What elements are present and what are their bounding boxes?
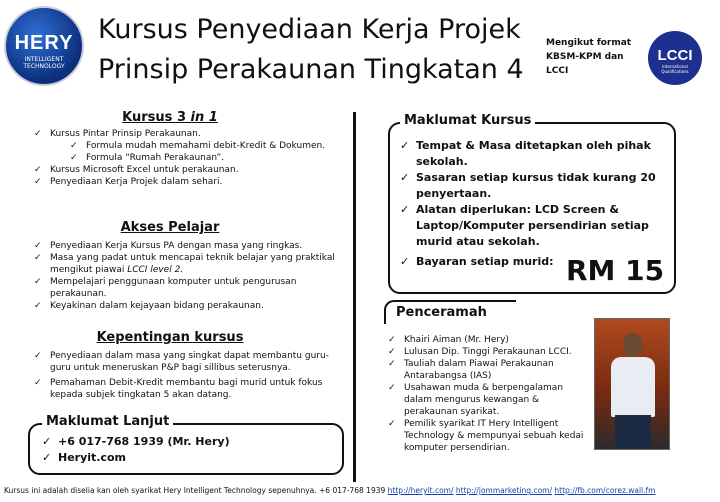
list-item: ✓ Tempat & Masa ditetapkan oleh pihak sekolah. (394, 138, 664, 170)
list-item: ✓ Keyakinan dalam kejayaan bidang perakaunan. (30, 300, 342, 312)
list-item: ✓ Kursus Pintar Prinsip Perakaunan. (30, 128, 330, 140)
page-title-line2: Prinsip Perakaunan Tingkatan 4 (98, 54, 524, 85)
list-item: ✓ Penyediaan Kerja Projek dalam sehari. (30, 176, 330, 188)
penceramah-title: Penceramah (392, 305, 491, 320)
maklumat-lanjut-list (36, 434, 336, 466)
footer-link-jommarketing[interactable]: http://jommarketing.com/ (455, 486, 552, 495)
hery-logo-tagline: INTELLIGENT TECHNOLOGY (23, 56, 65, 70)
list-item-italic: LCCI level 2. (127, 265, 184, 275)
footer-text: Kursus ini adalah diselia kan oleh syarikat Hery Intelligent Technology sepenuhnya. +6 017-768 1939 (4, 486, 388, 495)
list-item: ✓ Pemilik syarikat IT Hery Intelligent Technology & mempunyai sebuah kedai komputer persendirian. (384, 418, 590, 454)
kepentingan-list (30, 350, 342, 401)
list-item: ✓ Khairi Aiman (Mr. Hery) (384, 334, 590, 346)
lcci-logo-name: LCCI (657, 47, 693, 64)
penceramah-list (384, 334, 590, 454)
list-item: ✓ Alatan diperlukan: LCD Screen & Laptop/Komputer persendirian setiap murid atau sekolah. (394, 202, 664, 250)
kursus3-title-italic: in 1 (190, 110, 218, 125)
list-item: ✓ Mempelajari penggunaan komputer untuk pengurusan perakaunan. (30, 276, 342, 300)
list-item: ✓ Bayaran setiap murid: (394, 254, 664, 270)
lcci-logo-tagline: International Qualifications (661, 64, 689, 74)
footer-link-heryit[interactable]: http://heryit.com/ (387, 486, 454, 495)
list-item: ✓ Lulusan Dip. Tinggi Perakaunan LCCI. (384, 346, 590, 358)
speaker-photo-legs (615, 415, 651, 450)
price-value: RM 15 (566, 254, 665, 287)
maklumat-lanjut-title: Maklumat Lanjut (42, 414, 173, 429)
list-item: ✓ Sasaran setiap kursus tidak kurang 20 penyertaan. (394, 170, 664, 202)
hery-logo-name: HERY (14, 32, 74, 54)
kursus3-title-prefix: Kursus 3 (122, 110, 191, 125)
contact-phone[interactable]: ✓ +6 017-768 1939 (Mr. Hery) (36, 434, 336, 450)
footer (4, 486, 716, 495)
page-title-line1: Kursus Penyediaan Kerja Projek (98, 14, 521, 45)
list-item-text: Masa yang padat untuk mencapai teknik belajar yang praktikal mengikut piawai (50, 253, 335, 275)
hery-logo (4, 6, 84, 86)
kursus3-title (20, 110, 320, 125)
list-item: ✓ Tauliah dalam Piawai Perakaunan Antarabangsa (IAS) (384, 358, 590, 382)
list-item: ✓ Penyediaan dalam masa yang singkat dapat membantu guru-guru untuk meneruskan P&P bagi sillibus seterusnya. (30, 350, 342, 374)
format-note: Mengikut format KBSM-KPM dan LCCI (546, 38, 632, 76)
maklumat-kursus-title: Maklumat Kursus (400, 113, 535, 128)
contact-website[interactable]: ✓ Heryit.com (36, 450, 336, 466)
kepentingan-title: Kepentingan kursus (96, 330, 244, 345)
list-item: ✓ Penyediaan Kerja Kursus PA dengan masa yang ringkas. (30, 240, 342, 252)
list-item: ✓ Usahawan muda & berpengalaman dalam mengurus kewangan & perakaunan syarikat. (384, 382, 590, 418)
akses-title: Akses Pelajar (120, 220, 220, 235)
list-item: ✓ Pemahaman Debit-Kredit membantu bagi murid untuk fokus kepada subjek tingkatan 5 akan datang. (30, 377, 342, 401)
akses-list (30, 240, 342, 312)
speaker-photo-body (611, 357, 655, 417)
lcci-logo (648, 31, 702, 85)
list-item (30, 252, 342, 276)
kursus3-list (30, 128, 330, 188)
speaker-photo (594, 318, 670, 450)
column-divider (353, 112, 356, 482)
footer-link-facebook[interactable]: http://fb.com/corez.wall.fm (554, 486, 656, 495)
speaker-photo-head (623, 333, 643, 357)
list-item: ✓ Kursus Microsoft Excel untuk perakaunan. (30, 164, 330, 176)
maklumat-kursus-list (394, 138, 664, 270)
list-item: ✓ Formula “Rumah Perakaunan”. (30, 152, 330, 164)
list-item: ✓ Formula mudah memahami debit-Kredit & Dokumen. (30, 140, 330, 152)
